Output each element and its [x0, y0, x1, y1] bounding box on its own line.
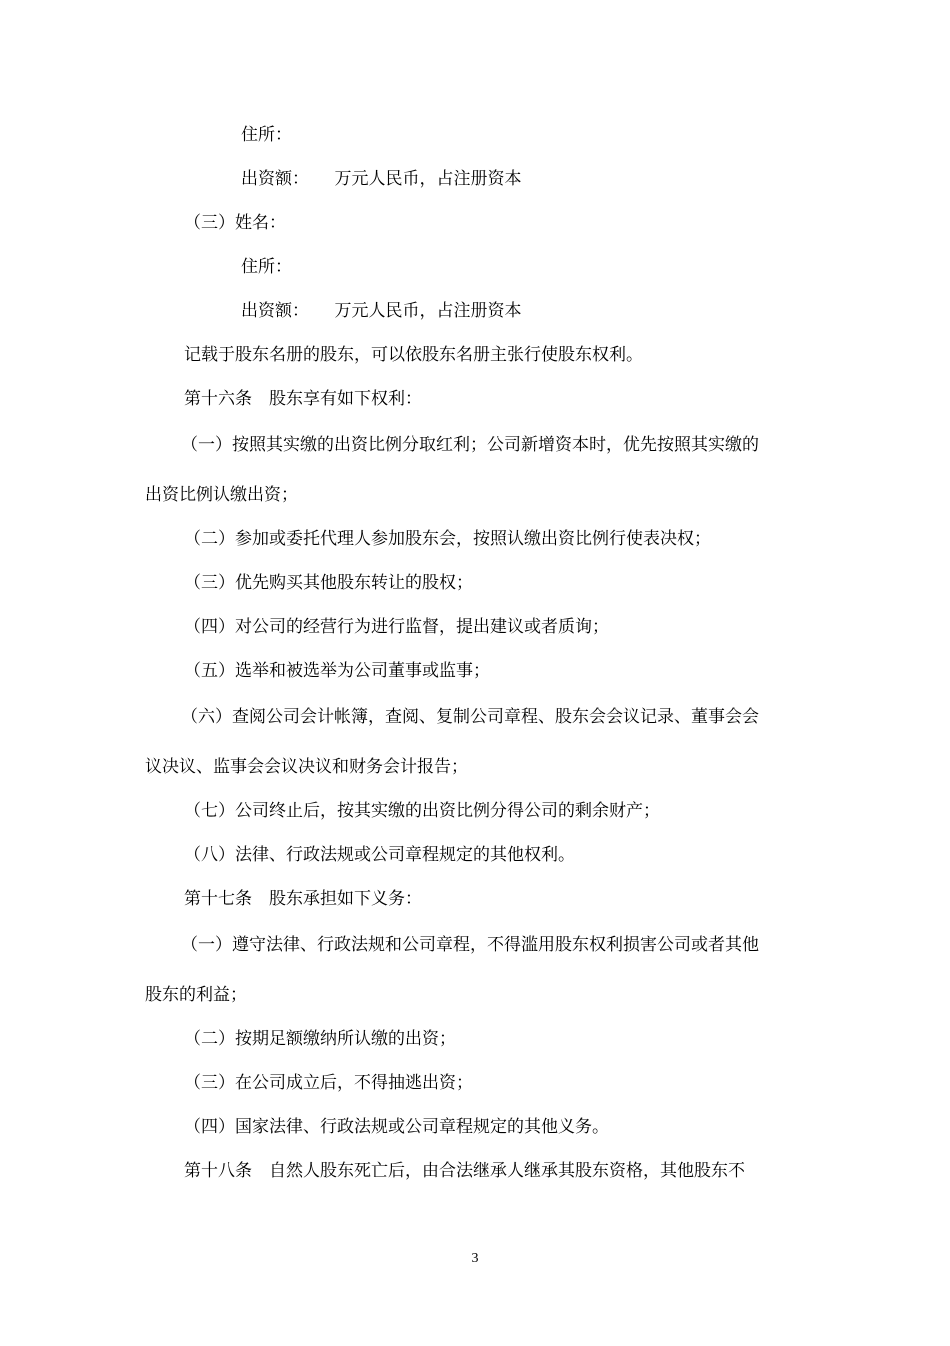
text-line: （三）在公司成立后，不得抽逃出资； [184, 1073, 473, 1093]
text-line: 出资额： 万元人民币，占注册资本 [241, 301, 522, 321]
text-line: 记载于股东名册的股东，可以依股东名册主张行使股东权利。 [184, 345, 643, 365]
page-number: 3 [471, 1251, 479, 1266]
text-line: 议决议、监事会会议决议和财务会计报告； [145, 757, 468, 777]
text-line: （二）参加或委托代理人参加股东会，按照认缴出资比例行使表决权； [184, 529, 711, 549]
text-line: （七）公司终止后，按其实缴的出资比例分得公司的剩余财产； [184, 801, 660, 821]
text-line: （四）国家法律、行政法规或公司章程规定的其他义务。 [184, 1117, 609, 1137]
text-line: 住所： [241, 257, 292, 277]
article-heading: 第十六条 股东享有如下权利： [184, 389, 422, 409]
text-line: 出资额： 万元人民币，占注册资本 [241, 169, 522, 189]
text-line: （一）遵守法律、行政法规和公司章程，不得滥用股东权利损害公司或者其他 [181, 935, 759, 955]
text-line: （八）法律、行政法规或公司章程规定的其他权利。 [184, 845, 575, 865]
text-line: 出资比例认缴出资； [145, 485, 298, 505]
text-line: （五）选举和被选举为公司董事或监事； [184, 661, 490, 681]
article-heading: 第十七条 股东承担如下义务： [184, 889, 422, 909]
text-line: （三）优先购买其他股东转让的股权； [184, 573, 473, 593]
text-line: 住所： [241, 125, 292, 145]
text-line: （二）按期足额缴纳所认缴的出资； [184, 1029, 456, 1049]
article-heading: 第十八条 自然人股东死亡后，由合法继承人继承其股东资格，其他股东不 [184, 1161, 745, 1181]
text-line: （三）姓名： [184, 213, 286, 233]
text-line: （四）对公司的经营行为进行监督，提出建议或者质询； [184, 617, 609, 637]
text-line: （六）查阅公司会计帐簿，查阅、复制公司章程、股东会会议记录、董事会会 [181, 707, 759, 727]
text-line: （一）按照其实缴的出资比例分取红利；公司新增资本时，优先按照其实缴的 [181, 435, 759, 455]
text-line: 股东的利益； [145, 985, 247, 1005]
